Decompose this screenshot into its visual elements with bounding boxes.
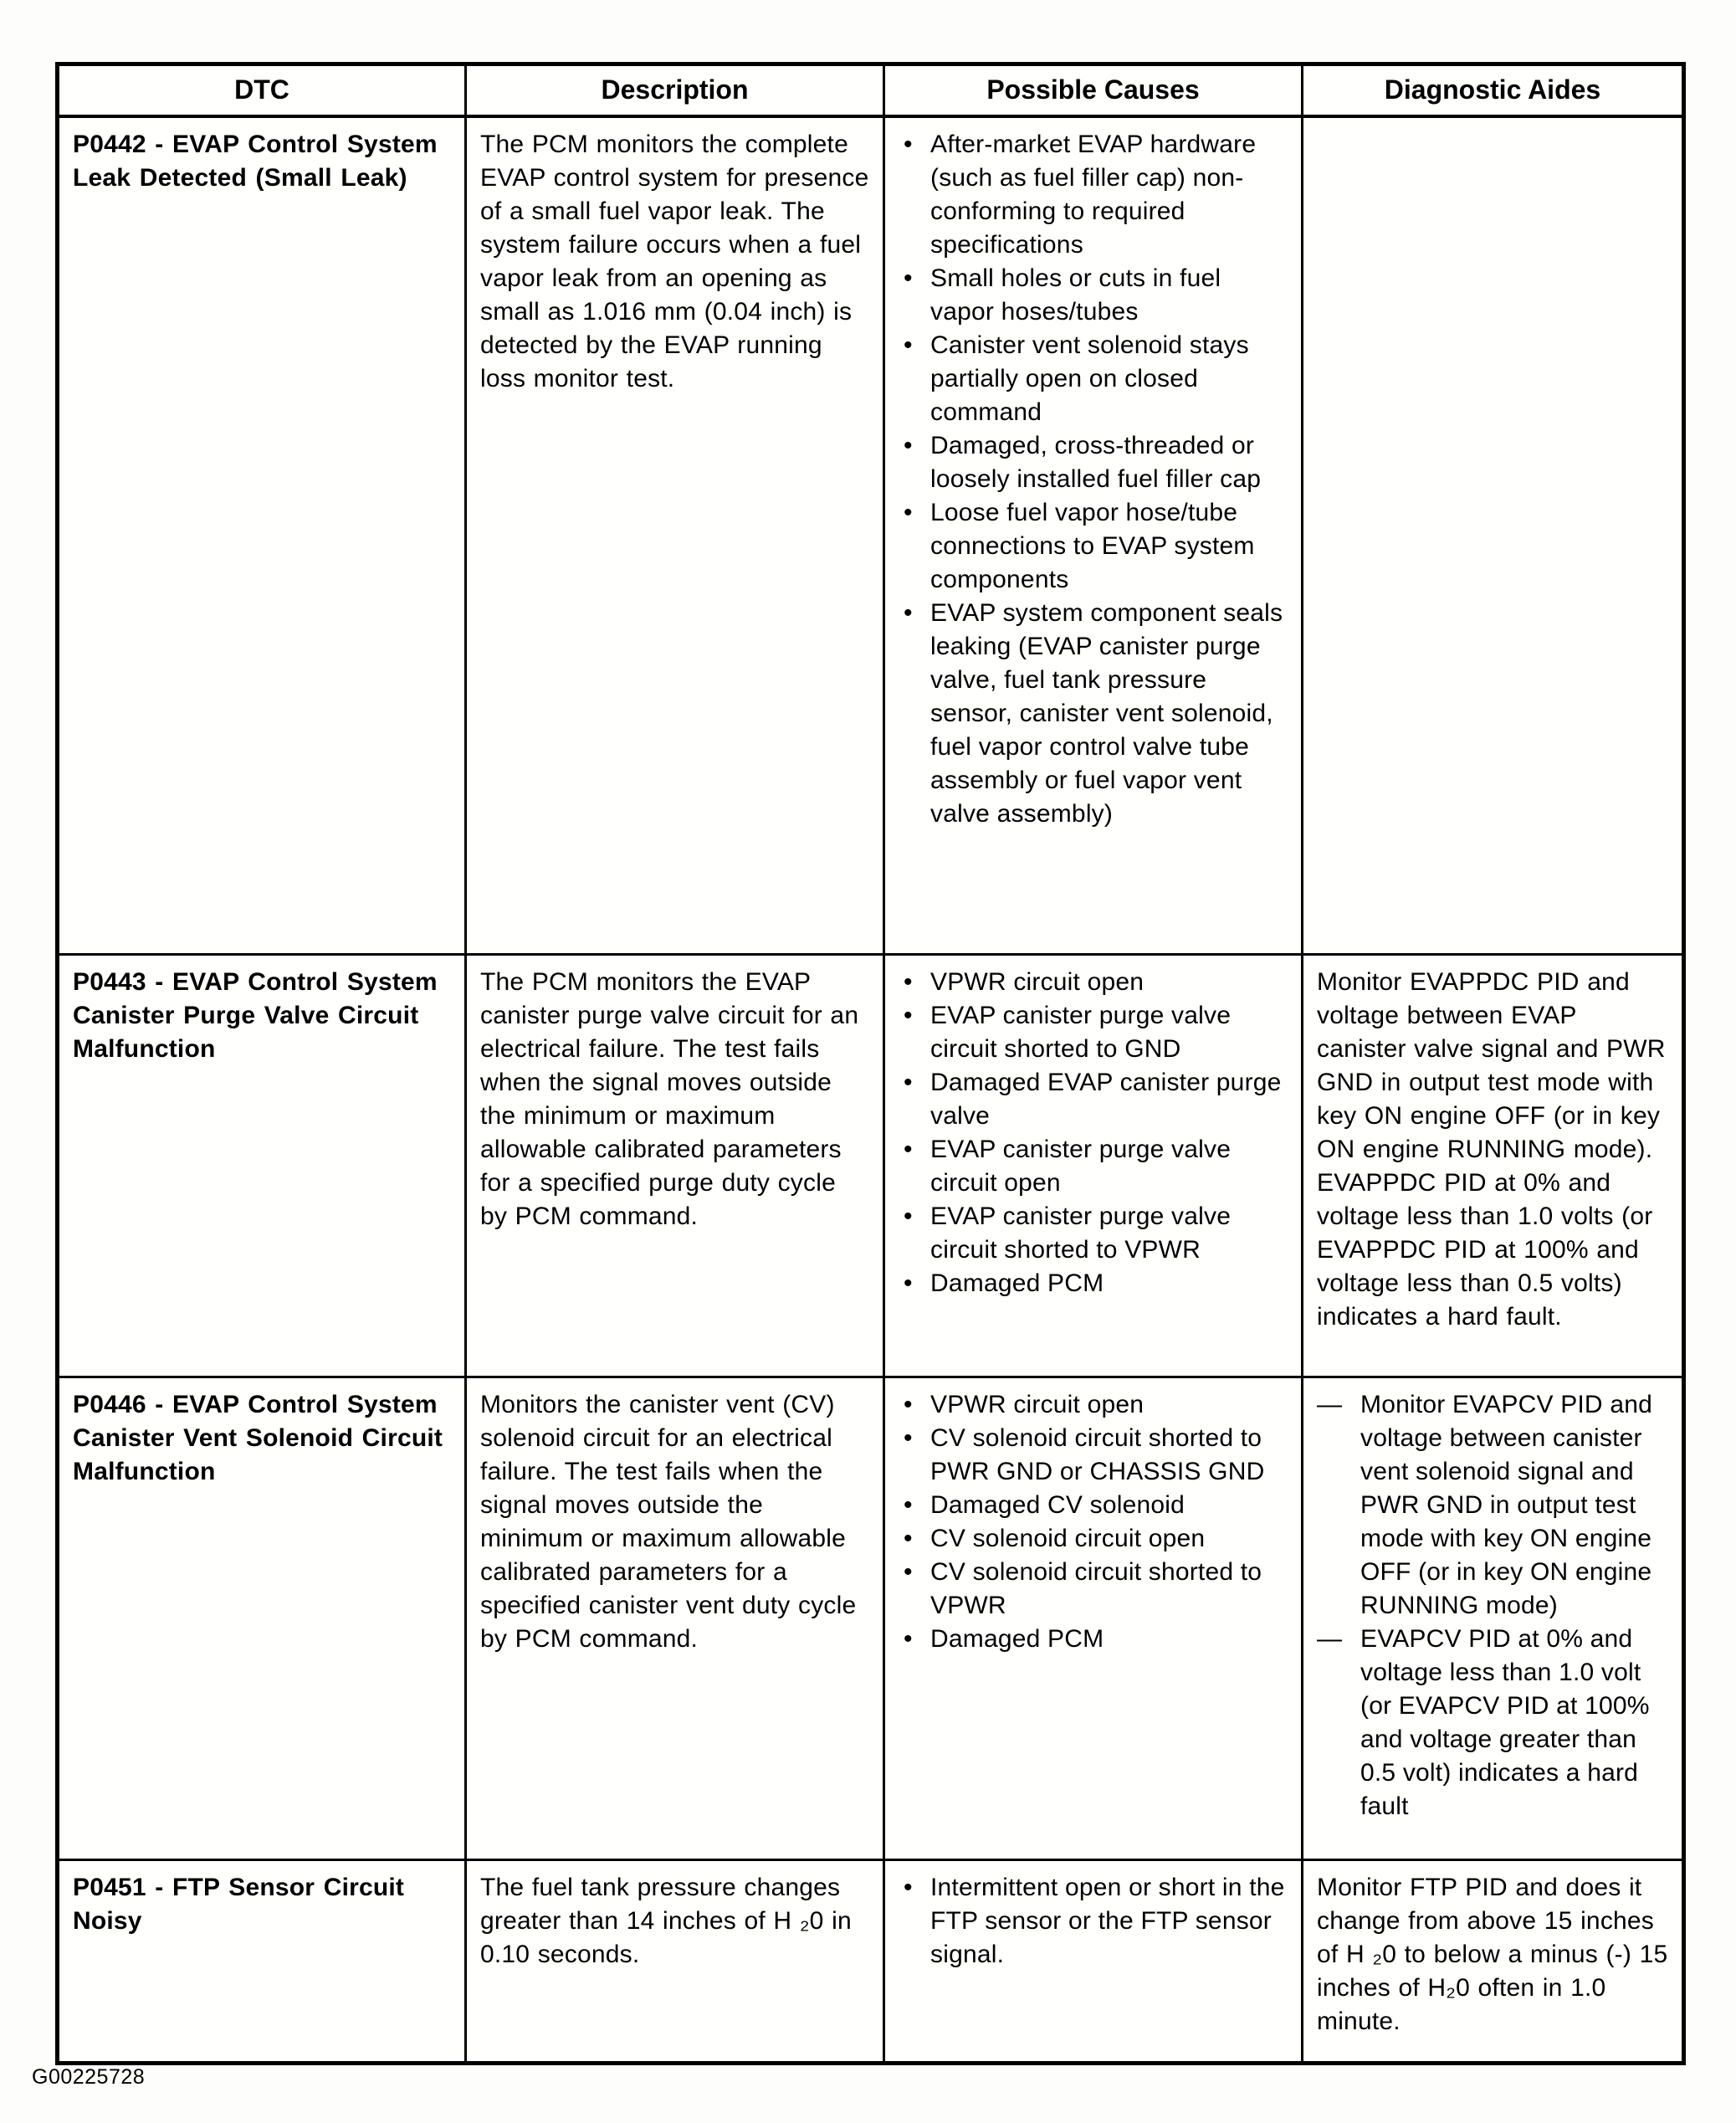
list-item: — Monitor EVAPCV PID and voltage between canister vent solenoid signal and PWR GND in output test mode with key ON engine OFF (or in key ON engine RUNNING mode)	[1317, 1388, 1668, 1623]
list-item: • EVAP canister purge valve circuit shorted to GND	[899, 999, 1288, 1066]
column-header-description: Description	[466, 64, 884, 116]
description-text: The fuel tank pressure changes greater than 14 inches of H ₂0 in 0.10 seconds.	[480, 1874, 852, 1968]
diagnostic-aides-text: Monitor FTP PID and does it change from above 15 inches of H ₂0 to below a minus (-) 15 inches of H₂0 often in 1.0 minute.	[1317, 1874, 1668, 2035]
list-item: • Small holes or cuts in fuel vapor hoses/tubes	[899, 262, 1288, 329]
list-item: • VPWR circuit open	[899, 1388, 1288, 1422]
description-cell	[466, 116, 884, 955]
possible-causes-cell	[884, 1860, 1303, 2064]
list-item: • CV solenoid circuit shorted to PWR GND or CHASSIS GND	[899, 1422, 1288, 1489]
causes-bullet-list	[899, 1871, 1288, 1972]
table-row	[58, 116, 1684, 955]
diagnostic-aides-cell	[1303, 1377, 1684, 1860]
description-text: The PCM monitors the EVAP canister purge valve circuit for an electrical failure. The test fails when the signal moves outside the minimum or maximum allowable calibrated parameters for a specified purge duty cycle by PCM command.	[480, 968, 859, 1230]
list-item: • After-market EVAP hardware (such as fuel filler cap) non-conforming to required specifications	[899, 128, 1288, 262]
column-header-possible-causes: Possible Causes	[884, 64, 1303, 116]
list-item: • EVAP system component seals leaking (EVAP canister purge valve, fuel tank pressure sensor, canister vent solenoid, fuel vapor control valve tube assembly or fuel vapor vent valve assembly)	[899, 597, 1288, 831]
causes-bullet-list	[899, 1388, 1288, 1656]
dtc-code-text: P0443 - EVAP Control System Canister Purge Valve Circuit Malfunction	[73, 968, 438, 1063]
dtc-code-text: P0446 - EVAP Control System Canister Vent Solenoid Circuit Malfunction	[73, 1391, 443, 1485]
description-cell	[466, 1377, 884, 1860]
column-header-diagnostic-aides: Diagnostic Aides	[1303, 64, 1684, 116]
list-item: • Damaged PCM	[899, 1267, 1288, 1300]
description-text: Monitors the canister vent (CV) solenoid circuit for an electrical failure. The test fails when the signal moves outside the minimum or maximum allowable calibrated parameters for a specified canister vent duty cycle by PCM command.	[480, 1391, 857, 1653]
dtc-code-text: P0442 - EVAP Control System Leak Detected (Small Leak)	[73, 130, 438, 192]
dtc-diagnostic-table	[55, 62, 1686, 2065]
list-item: • EVAP canister purge valve circuit open	[899, 1133, 1288, 1200]
table-row	[58, 955, 1684, 1377]
diagnostic-aides-cell	[1303, 116, 1684, 955]
aides-dash-list	[1317, 1388, 1668, 1823]
diagnostic-aides-text: Monitor EVAPPDC PID and voltage between EVAP canister valve signal and PWR GND in output test mode with key ON engine OFF (or in key ON engine RUNNING mode). EVAPPDC PID at 0% and voltage less than 1.0 volts (or EVAPPDC PID at 100% and voltage less than 0.5 volts) indicates a hard fault.	[1317, 968, 1666, 1331]
column-header-dtc: DTC	[58, 64, 466, 116]
list-item: • VPWR circuit open	[899, 966, 1288, 999]
list-item: • CV solenoid circuit open	[899, 1522, 1288, 1556]
list-item: • Loose fuel vapor hose/tube connections to EVAP system components	[899, 496, 1288, 597]
dtc-cell	[58, 1860, 466, 2064]
table-row	[58, 1377, 1684, 1860]
list-item: • Damaged PCM	[899, 1623, 1288, 1656]
possible-causes-cell	[884, 955, 1303, 1377]
list-item: • Intermittent open or short in the FTP sensor or the FTP sensor signal.	[899, 1871, 1288, 1972]
figure-id-label: G00225728	[32, 2065, 146, 2089]
possible-causes-cell	[884, 116, 1303, 955]
diagnostic-aides-cell	[1303, 955, 1684, 1377]
possible-causes-cell	[884, 1377, 1303, 1860]
list-item: • CV solenoid circuit shorted to VPWR	[899, 1556, 1288, 1623]
diagnostic-aides-cell	[1303, 1860, 1684, 2064]
causes-bullet-list	[899, 128, 1288, 831]
description-text: The PCM monitors the complete EVAP control system for presence of a small fuel vapor leak. The system failure occurs when a fuel vapor leak from an opening as small as 1.016 mm (0.04 inch) is detected by the EVAP running loss monitor test.	[480, 130, 869, 392]
description-cell	[466, 955, 884, 1377]
list-item: • Damaged, cross-threaded or loosely installed fuel filler cap	[899, 429, 1288, 496]
dtc-cell	[58, 1377, 466, 1860]
list-item: — EVAPCV PID at 0% and voltage less than 1.0 volt (or EVAPCV PID at 100% and voltage greater than 0.5 volt) indicates a hard fault	[1317, 1623, 1668, 1823]
list-item: • Damaged CV solenoid	[899, 1489, 1288, 1522]
dtc-cell	[58, 955, 466, 1377]
dtc-cell	[58, 116, 466, 955]
causes-bullet-list	[899, 966, 1288, 1300]
description-cell	[466, 1860, 884, 2064]
list-item: • Canister vent solenoid stays partially open on closed command	[899, 329, 1288, 429]
list-item: • Damaged EVAP canister purge valve	[899, 1066, 1288, 1133]
table-header-row	[58, 64, 1684, 116]
table-row	[58, 1860, 1684, 2064]
dtc-code-text: P0451 - FTP Sensor Circuit Noisy	[73, 1874, 405, 1935]
list-item: • EVAP canister purge valve circuit shorted to VPWR	[899, 1200, 1288, 1267]
